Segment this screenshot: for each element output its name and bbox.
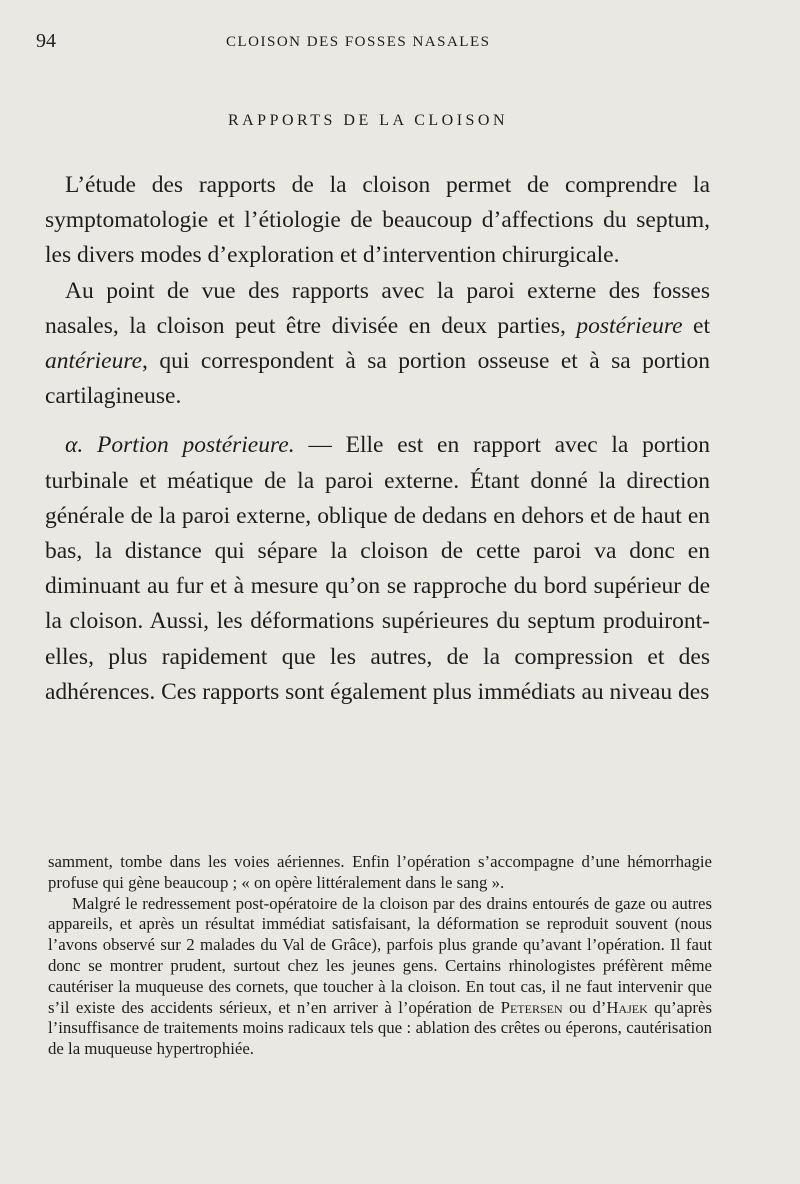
paragraph-gap bbox=[45, 414, 710, 428]
footnote-paragraph bbox=[48, 894, 712, 1060]
paragraph-2-text-b: et bbox=[682, 312, 710, 339]
paragraph-2 bbox=[45, 274, 710, 415]
paragraph-3 bbox=[45, 428, 710, 710]
footnote-text-b: ou d’ bbox=[562, 997, 607, 1017]
subsection-heading: α. Portion postérieure. bbox=[65, 432, 295, 459]
author-name-petersen: Petersen bbox=[500, 997, 563, 1017]
running-title: CLOISON DES FOSSES NASALES bbox=[226, 34, 491, 50]
paragraph-2-text-a: Au point de vue des rapports avec la paroi externe des fosses nasales, la cloison peut être divisée en deux parties, bbox=[45, 277, 710, 339]
author-name-hajek: Hajek bbox=[606, 997, 648, 1017]
footnotes bbox=[48, 852, 712, 1060]
page-number: 94 bbox=[36, 30, 56, 52]
emphasis-anterieure: antérieure bbox=[45, 348, 143, 375]
emphasis-posterieure: postérieure bbox=[576, 312, 683, 339]
footnote-continuation: samment, tombe dans les voies aériennes. Enfin l’opération s’accompagne d’une hémorrhagie profuse qui gène beaucoup ; « on opère littéralement dans le sang ». bbox=[48, 852, 712, 892]
footnote-text-a: Malgré le redressement post-opératoire de la cloison par des drains entourés de gaze ou autres appareils, et après un résultat immédiat satisfaisant, la déformation se reproduit souvent (nous l’avons observé sur 2 malades du Val de Grâce), parfois plus grande qu’avant l’opération. Il faut donc se montrer prudent, surtout chez les jeunes gens. Certains rhinologistes préfèrent même cautériser la muqueuse des cornets, que toucher à la cloison. En tout cas, il ne faut intervenir que s’il existe des accidents sérieux, et n’en arriver à l’opération de bbox=[48, 893, 712, 1017]
page-header bbox=[36, 30, 756, 58]
paragraph-2-text-c: , qui correspondent à sa portion osseuse et à sa portion cartilagineuse. bbox=[45, 348, 710, 410]
paragraph-1: L’étude des rapports de la cloison permet de comprendre la symptomatologie et l’étiologie de beaucoup d’affections du septum, les divers modes d’exploration et d’intervention chirurgicale. bbox=[45, 172, 710, 269]
main-text bbox=[45, 168, 710, 710]
paragraph-3-text: — Elle est en rapport avec la portion turbinale et méatique de la paroi externe. Étant donné la direction générale de la paroi externe, oblique de dedans en dehors et de haut en bas, la distance qui sépare la cloison de cette paroi va donc en diminuant au fur et à mesure qu’on se rapproche du bord supérieur de la cloison. Aussi, les déformations supérieures du septum produiront-elles, plus rapidement que les autres, de la compression et des adhérences. Ces rapports sont également plus immédiats au niveau des bbox=[45, 432, 711, 705]
section-title: RAPPORTS DE LA CLOISON bbox=[227, 112, 509, 129]
footnote-text-c: qu’après l’insuffisance de traitements moins radicaux tels que : ablation des crêtes ou éperons, cautérisation de la muqueuse hypertrophiée. bbox=[48, 997, 712, 1059]
